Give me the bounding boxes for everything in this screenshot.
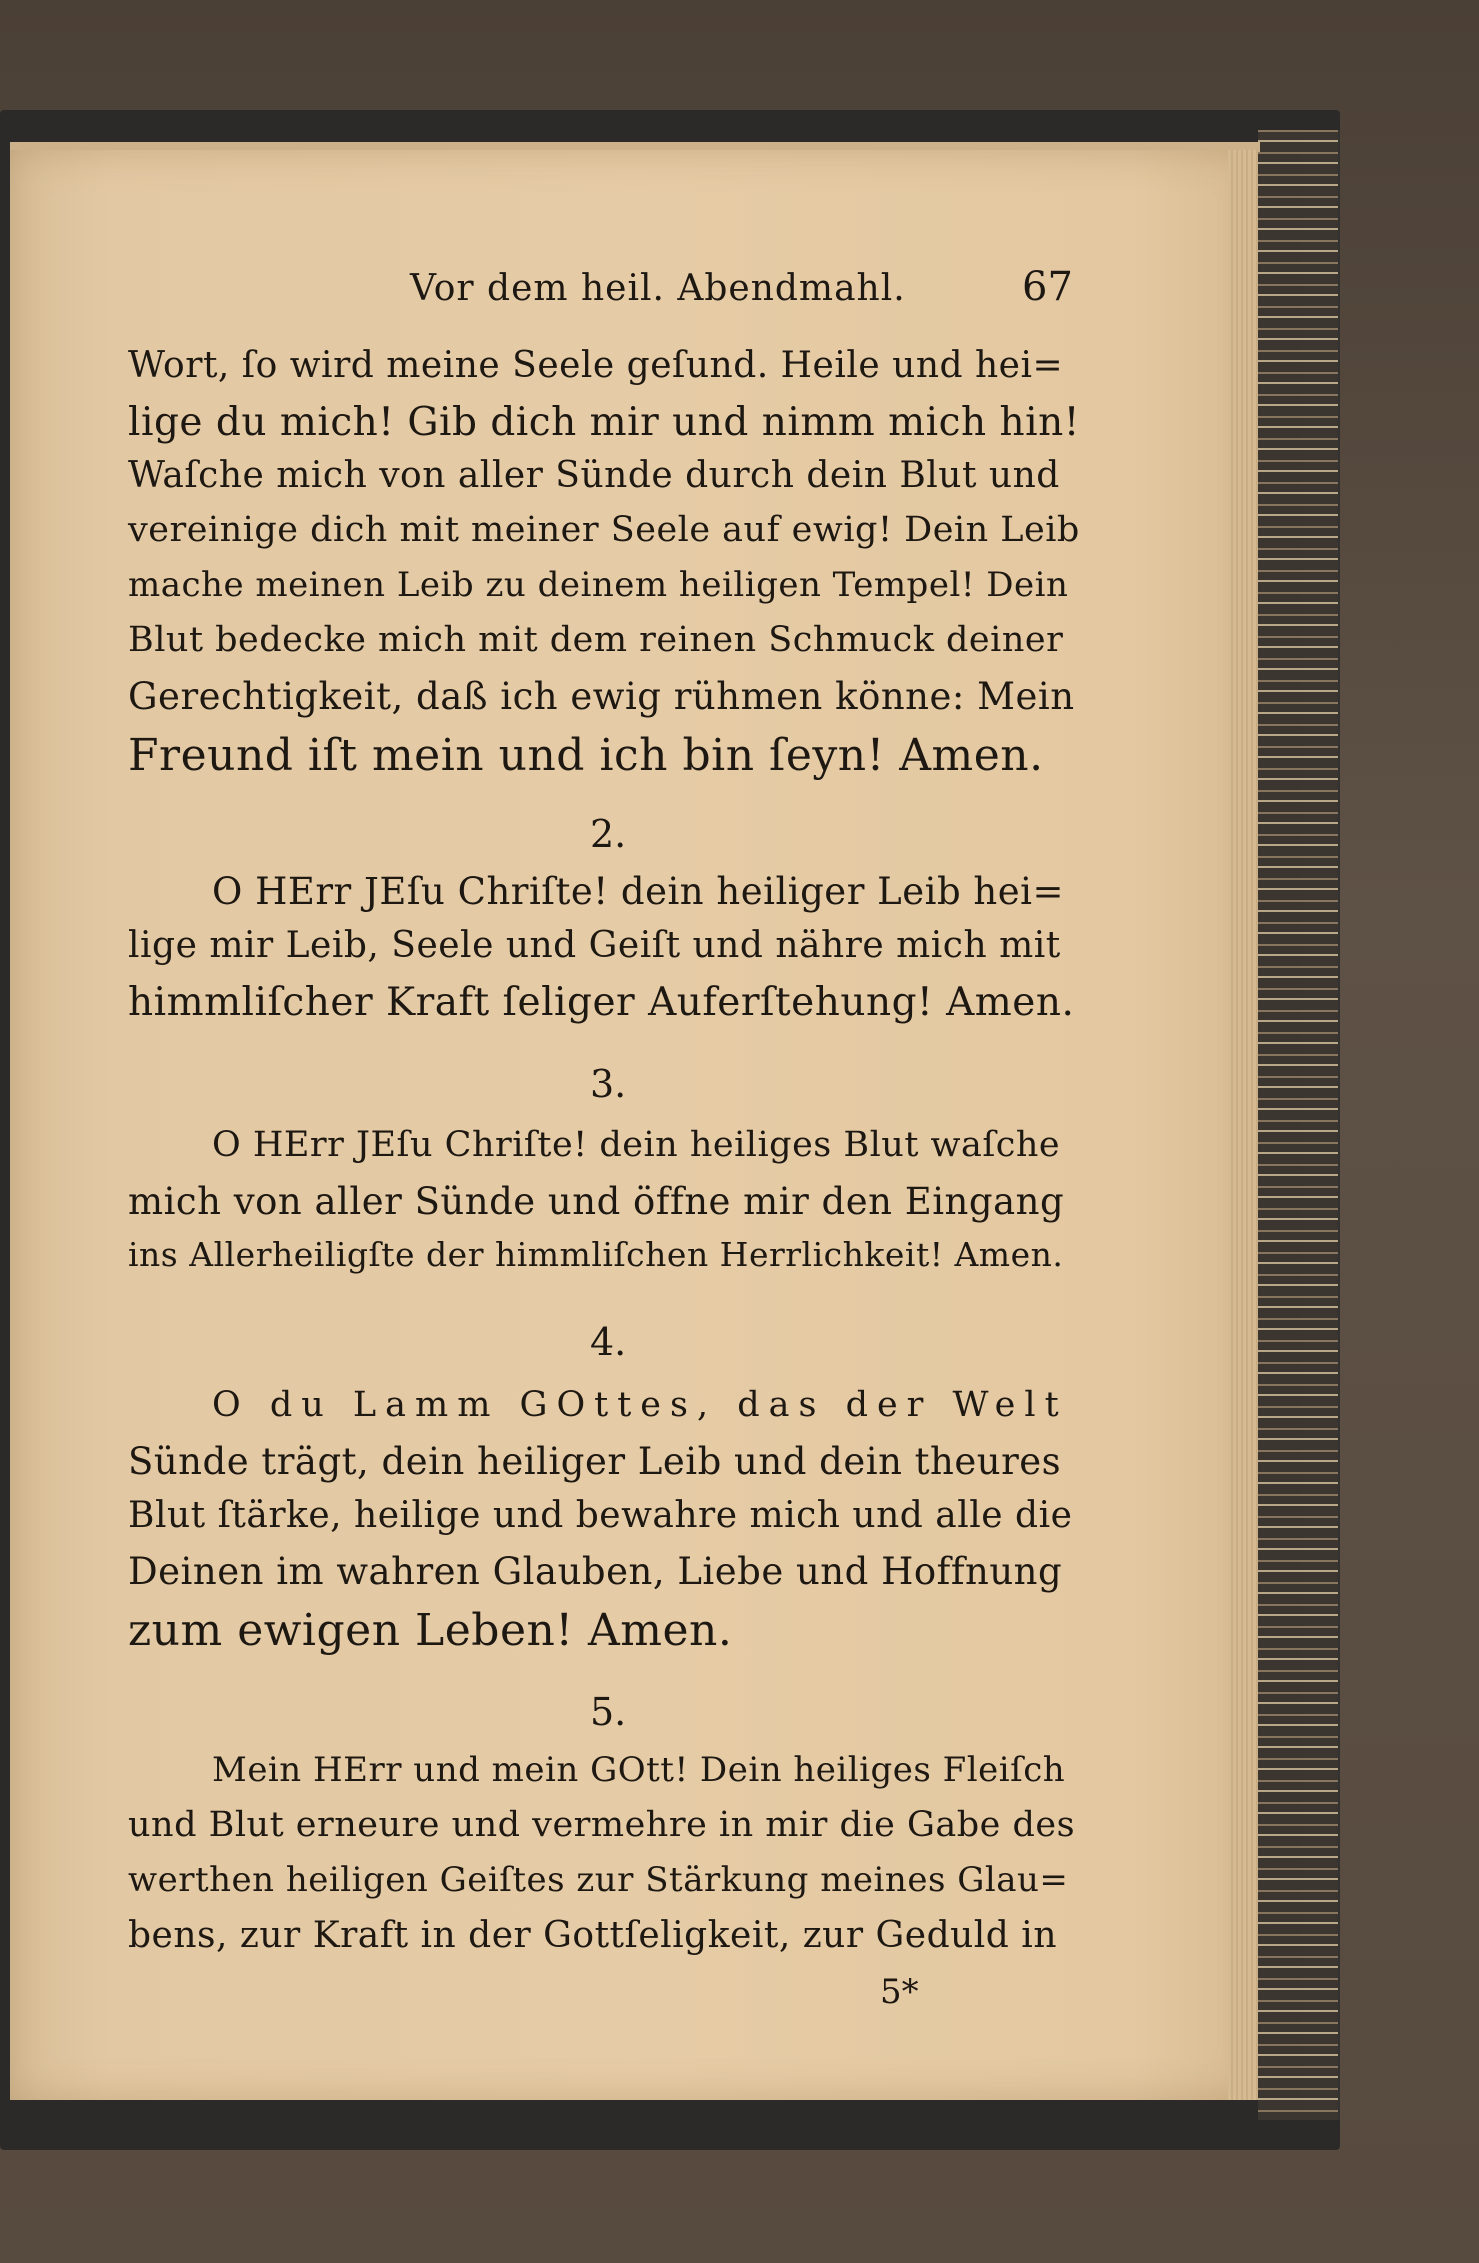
book-spine-pattern xyxy=(1258,130,1338,2120)
text-line: Blut ſtärke, heilige und bewahre mich und alle die xyxy=(128,1495,1073,1536)
text-line: Blut bedecke mich mit dem reinen Schmuck deiner xyxy=(128,620,1064,660)
text-line: zum ewigen Leben! Amen. xyxy=(128,1605,733,1656)
signature-mark: 5* xyxy=(880,1972,919,2012)
text-line: Wort, ſo wird meine Seele geſund. Heile und hei= xyxy=(128,345,1064,386)
text-line: O HErr JEſu Chriſte! dein heiliger Leib hei= xyxy=(212,870,1064,913)
text-line: mache meinen Leib zu deinem heiligen Tempel! Dein xyxy=(128,565,1069,605)
text-line: himmliſcher Kraft ſeliger Auferſtehung! Amen. xyxy=(128,980,1075,1025)
text-line: mich von aller Sünde und öffne mir den Eingang xyxy=(128,1180,1065,1223)
text-line: O du Lamm GOttes, das der Welt xyxy=(212,1385,1068,1425)
running-title: Vor dem heil. Abendmahl. xyxy=(410,268,906,309)
text-line: vereinige dich mit meiner Seele auf ewig! Dein Leib xyxy=(128,510,1080,550)
text-line: lige du mich! Gib dich mir und nimm mich hin! xyxy=(128,400,1080,445)
text-line: werthen heiligen Geiſtes zur Stärkung meines Glau= xyxy=(128,1860,1069,1900)
section-number: 4. xyxy=(590,1320,627,1364)
text-line: bens, zur Kraft in der Gottſeligkeit, zur Geduld in xyxy=(128,1915,1057,1956)
text-line: Freund iſt mein und ich bin ſeyn! Amen. xyxy=(128,730,1044,781)
text-line: lige mir Leib, Seele und Geiſt und nähre mich mit xyxy=(128,925,1061,966)
text-line: Gerechtigkeit, daß ich ewig rühmen könne: Mein xyxy=(128,675,1075,718)
text-line: ins Allerheiligſte der himmliſchen Herrlichkeit! Amen. xyxy=(128,1235,1064,1274)
text-line: O HErr JEſu Chriſte! dein heiliges Blut waſche xyxy=(212,1125,1061,1165)
text-line: Mein HErr und mein GOtt! Dein heiliges Fleiſch xyxy=(212,1750,1066,1790)
section-number: 2. xyxy=(590,812,627,856)
section-number: 3. xyxy=(590,1062,627,1106)
text-line: und Blut erneure und vermehre in mir die Gabe des xyxy=(128,1805,1076,1845)
page-number: 67 xyxy=(1022,264,1073,310)
text-line: Deinen im wahren Glauben, Liebe und Hoffnung xyxy=(128,1550,1063,1593)
page-fore-edge xyxy=(1228,150,1258,2100)
text-line: Sünde trägt, dein heiliger Leib und dein theures xyxy=(128,1440,1062,1483)
section-number: 5. xyxy=(590,1690,627,1734)
text-line: Waſche mich von aller Sünde durch dein Blut und xyxy=(128,455,1060,496)
